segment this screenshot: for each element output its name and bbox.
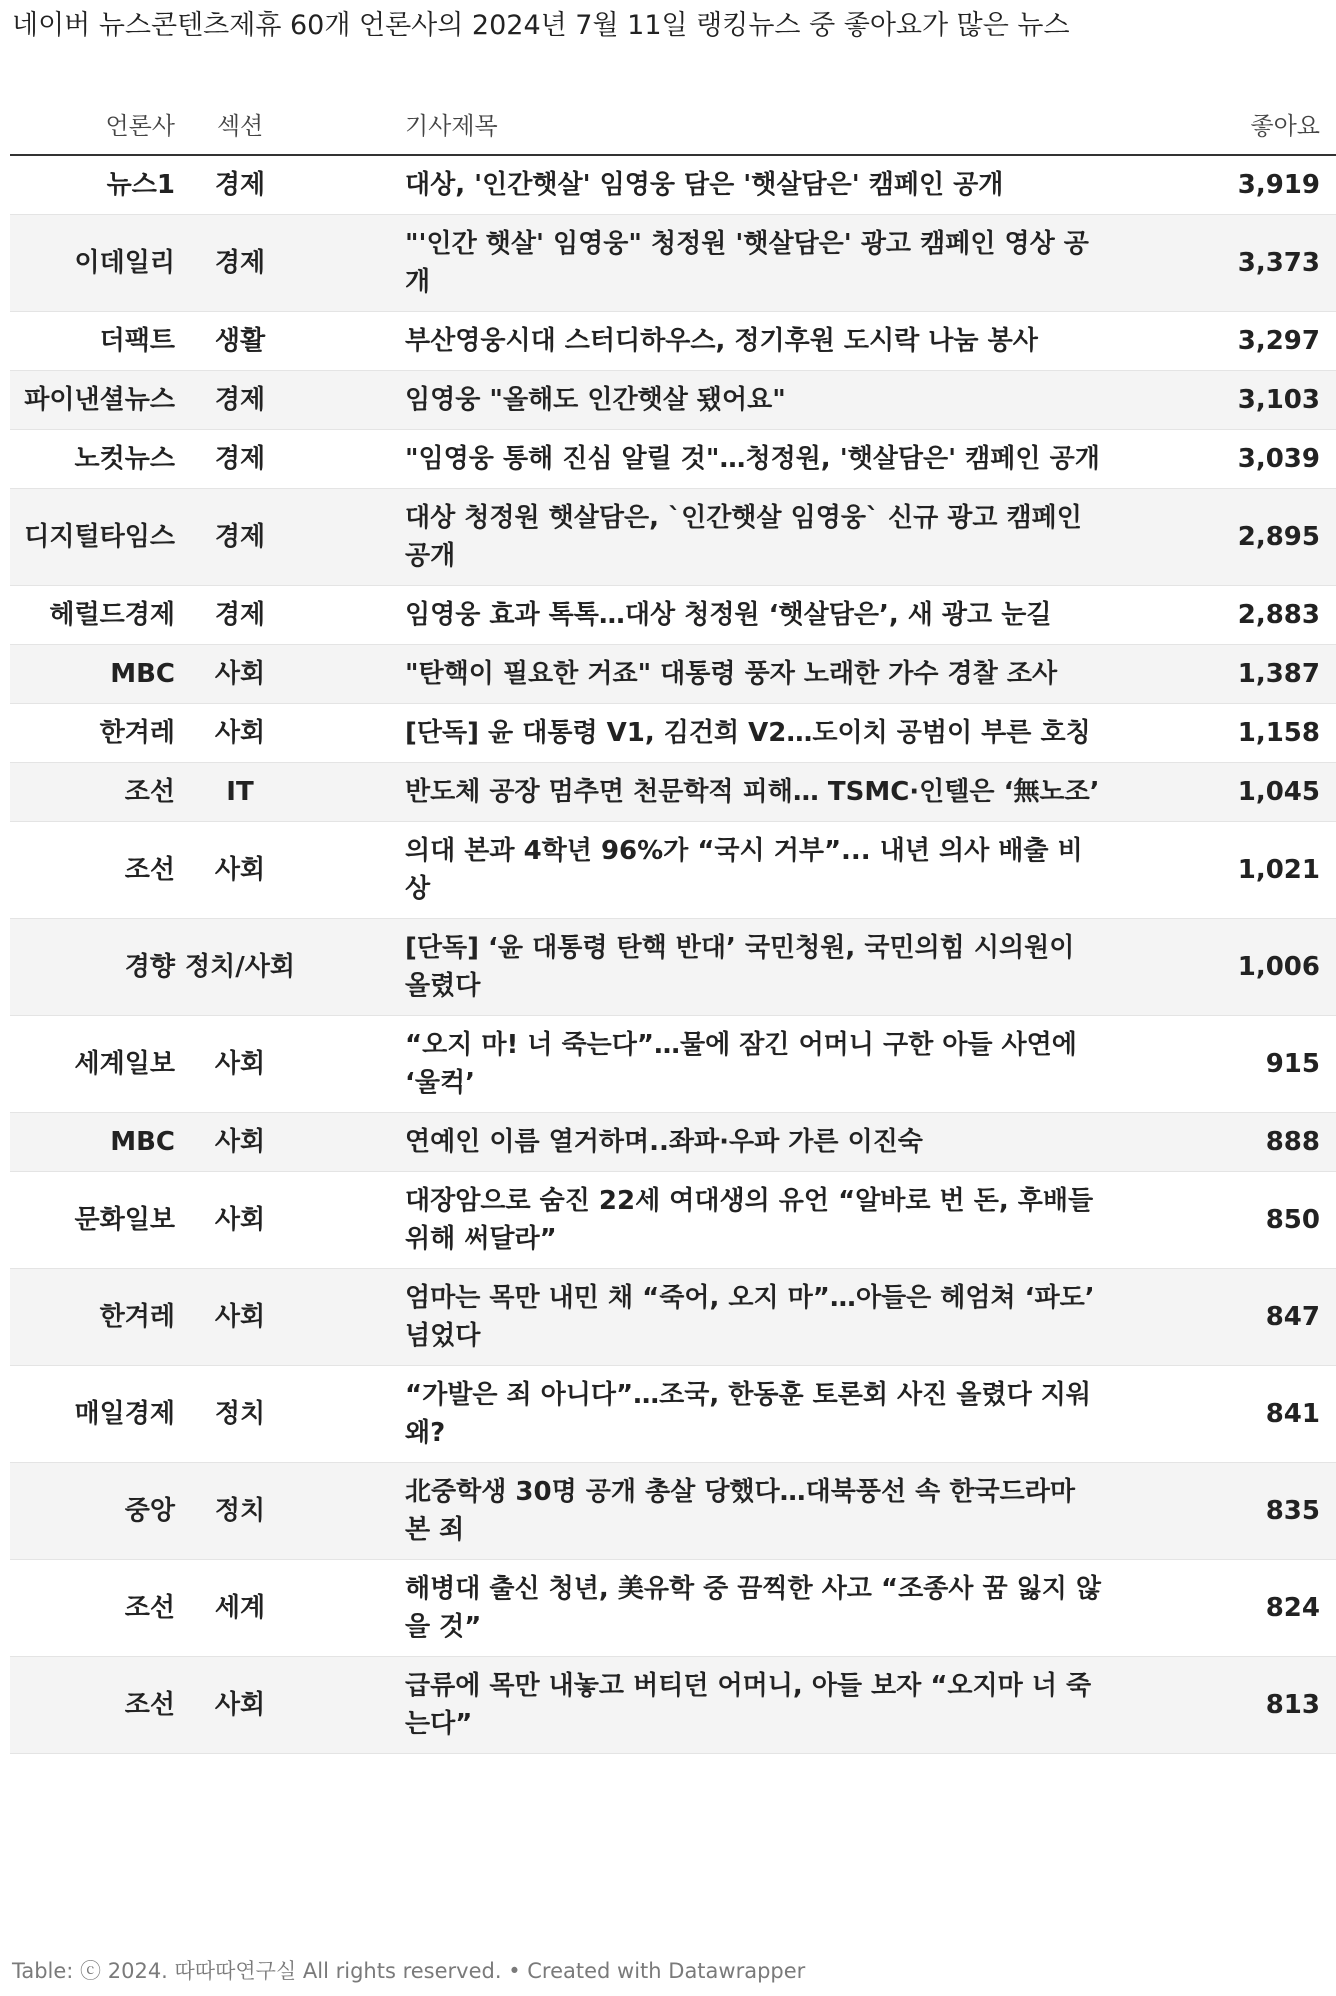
- cell-likes: 813: [1113, 1657, 1336, 1754]
- cell-likes: 824: [1113, 1560, 1336, 1657]
- table-row: [10, 430, 1336, 489]
- table-row: [10, 371, 1336, 430]
- cell-section: 정치/사회: [175, 919, 305, 1016]
- cell-likes: 841: [1113, 1366, 1336, 1463]
- cell-publisher: 경향: [10, 919, 175, 1016]
- table-row: [10, 312, 1336, 371]
- cell-likes: 888: [1113, 1113, 1336, 1172]
- table-row: [10, 1463, 1336, 1560]
- table-row: [10, 1016, 1336, 1113]
- cell-headline[interactable]: [단독] ‘윤 대통령 탄핵 반대’ 국민청원, 국민의힘 시의원이 올렸다: [305, 919, 1113, 1016]
- cell-likes: 3,103: [1113, 371, 1336, 430]
- cell-publisher: 조선: [10, 822, 175, 919]
- cell-headline[interactable]: 반도체 공장 멈추면 천문학적 피해… TSMC·인텔은 ‘無노조’: [305, 763, 1113, 822]
- cell-publisher: 매일경제: [10, 1366, 175, 1463]
- table-row: [10, 822, 1336, 919]
- table-row: [10, 215, 1336, 312]
- cell-headline[interactable]: "임영웅 통해 진심 알릴 것"…청정원, '햇살담은' 캠페인 공개: [305, 430, 1113, 489]
- likes-table: [10, 92, 1336, 1754]
- cell-headline[interactable]: 해병대 출신 청년, 美유학 중 끔찍한 사고 “조종사 꿈 잃지 않을 것”: [305, 1560, 1113, 1657]
- cell-likes: 3,919: [1113, 155, 1336, 215]
- cell-section: 경제: [175, 430, 305, 489]
- cell-headline[interactable]: 임영웅 효과 톡톡…대상 청정원 ‘햇살담은’, 새 광고 눈길: [305, 586, 1113, 645]
- table-row: [10, 1269, 1336, 1366]
- cell-likes: 3,373: [1113, 215, 1336, 312]
- table-row: [10, 645, 1336, 704]
- chart-title: 네이버 뉴스콘텐츠제휴 60개 언론사의 2024년 7월 11일 랭킹뉴스 중 좋아요가 많은 뉴스: [12, 10, 1070, 41]
- cell-section: 정치: [175, 1366, 305, 1463]
- table-row: [10, 1113, 1336, 1172]
- cell-section: 경제: [175, 489, 305, 586]
- cell-headline[interactable]: 대상, '인간햇살' 임영웅 담은 '햇살담은' 캠페인 공개: [305, 155, 1113, 215]
- cell-publisher: 조선: [10, 763, 175, 822]
- cell-likes: 915: [1113, 1016, 1336, 1113]
- cell-section: 사회: [175, 704, 305, 763]
- cell-section: 생활: [175, 312, 305, 371]
- table-row: [10, 763, 1336, 822]
- cell-likes: 3,297: [1113, 312, 1336, 371]
- table-row: [10, 489, 1336, 586]
- cell-likes: 835: [1113, 1463, 1336, 1560]
- cell-likes: 1,158: [1113, 704, 1336, 763]
- cell-publisher: 더팩트: [10, 312, 175, 371]
- table-row: [10, 704, 1336, 763]
- cell-publisher: MBC: [10, 645, 175, 704]
- cell-likes: 850: [1113, 1172, 1336, 1269]
- cell-section: 사회: [175, 1016, 305, 1113]
- cell-likes: 1,006: [1113, 919, 1336, 1016]
- table-row: [10, 1366, 1336, 1463]
- cell-publisher: MBC: [10, 1113, 175, 1172]
- cell-section: 사회: [175, 822, 305, 919]
- cell-likes: 847: [1113, 1269, 1336, 1366]
- cell-section: 사회: [175, 1172, 305, 1269]
- cell-headline[interactable]: 대상 청정원 햇살담은, `인간햇살 임영웅` 신규 광고 캠페인 공개: [305, 489, 1113, 586]
- column-header-likes[interactable]: 좋아요: [1113, 92, 1336, 155]
- cell-publisher: 파이낸셜뉴스: [10, 371, 175, 430]
- table-row: [10, 586, 1336, 645]
- cell-publisher: 디지털타임스: [10, 489, 175, 586]
- cell-likes: 1,021: [1113, 822, 1336, 919]
- cell-headline[interactable]: 급류에 목만 내놓고 버티던 어머니, 아들 보자 “오지마 너 죽는다”: [305, 1657, 1113, 1754]
- cell-publisher: 중앙: [10, 1463, 175, 1560]
- cell-likes: 1,387: [1113, 645, 1336, 704]
- table-row: [10, 1560, 1336, 1657]
- cell-section: 경제: [175, 586, 305, 645]
- cell-headline[interactable]: “가발은 죄 아니다”…조국, 한동훈 토론회 사진 올렸다 지워 왜?: [305, 1366, 1113, 1463]
- cell-section: 경제: [175, 371, 305, 430]
- cell-headline[interactable]: 北중학생 30명 공개 총살 당했다…대북풍선 속 한국드라마 본 죄: [305, 1463, 1113, 1560]
- column-header-publisher[interactable]: 언론사: [10, 92, 175, 155]
- column-header-headline[interactable]: 기사제목: [305, 92, 1113, 155]
- header-row: [10, 92, 1336, 155]
- cell-section: 사회: [175, 1269, 305, 1366]
- cell-headline[interactable]: 부산영웅시대 스터디하우스, 정기후원 도시락 나눔 봉사: [305, 312, 1113, 371]
- cell-headline[interactable]: 연예인 이름 열거하며..좌파·우파 가른 이진숙: [305, 1113, 1113, 1172]
- table-body: [10, 155, 1336, 1754]
- cell-publisher: 한겨레: [10, 1269, 175, 1366]
- cell-headline[interactable]: [단독] 윤 대통령 V1, 김건희 V2…도이치 공범이 부른 호칭: [305, 704, 1113, 763]
- table-row: [10, 919, 1336, 1016]
- cell-publisher: 뉴스1: [10, 155, 175, 215]
- footer-credit: Table: ⓒ 2024. 따따따연구실 All rights reserved. • Created with Datawrapper: [12, 1959, 806, 1983]
- cell-publisher: 이데일리: [10, 215, 175, 312]
- cell-publisher: 헤럴드경제: [10, 586, 175, 645]
- cell-headline[interactable]: "'인간 햇살' 임영웅" 청정원 '햇살담은' 광고 캠페인 영상 공개: [305, 215, 1113, 312]
- cell-publisher: 조선: [10, 1560, 175, 1657]
- cell-section: 사회: [175, 645, 305, 704]
- cell-section: 경제: [175, 155, 305, 215]
- cell-headline[interactable]: “오지 마! 너 죽는다”…물에 잠긴 어머니 구한 아들 사연에 ‘울컥’: [305, 1016, 1113, 1113]
- table-row: [10, 1172, 1336, 1269]
- cell-publisher: 세계일보: [10, 1016, 175, 1113]
- cell-likes: 1,045: [1113, 763, 1336, 822]
- cell-section: 사회: [175, 1657, 305, 1754]
- cell-headline[interactable]: 의대 본과 4학년 96%가 “국시 거부”... 내년 의사 배출 비상: [305, 822, 1113, 919]
- cell-headline[interactable]: 엄마는 목만 내민 채 “죽어, 오지 마”…아들은 헤엄쳐 ‘파도’ 넘었다: [305, 1269, 1113, 1366]
- cell-headline[interactable]: 대장암으로 숨진 22세 여대생의 유언 “알바로 번 돈, 후배들 위해 써달라”: [305, 1172, 1113, 1269]
- cell-publisher: 한겨레: [10, 704, 175, 763]
- table-row: [10, 155, 1336, 215]
- cell-publisher: 노컷뉴스: [10, 430, 175, 489]
- cell-section: 사회: [175, 1113, 305, 1172]
- table-row: [10, 1657, 1336, 1754]
- cell-section: IT: [175, 763, 305, 822]
- cell-headline[interactable]: "탄핵이 필요한 거죠" 대통령 풍자 노래한 가수 경찰 조사: [305, 645, 1113, 704]
- cell-section: 세계: [175, 1560, 305, 1657]
- cell-publisher: 문화일보: [10, 1172, 175, 1269]
- cell-headline[interactable]: 임영웅 "올해도 인간햇살 됐어요": [305, 371, 1113, 430]
- cell-publisher: 조선: [10, 1657, 175, 1754]
- cell-section: 정치: [175, 1463, 305, 1560]
- cell-likes: 3,039: [1113, 430, 1336, 489]
- column-header-section[interactable]: 섹션: [175, 92, 305, 155]
- cell-section: 경제: [175, 215, 305, 312]
- cell-likes: 2,895: [1113, 489, 1336, 586]
- cell-likes: 2,883: [1113, 586, 1336, 645]
